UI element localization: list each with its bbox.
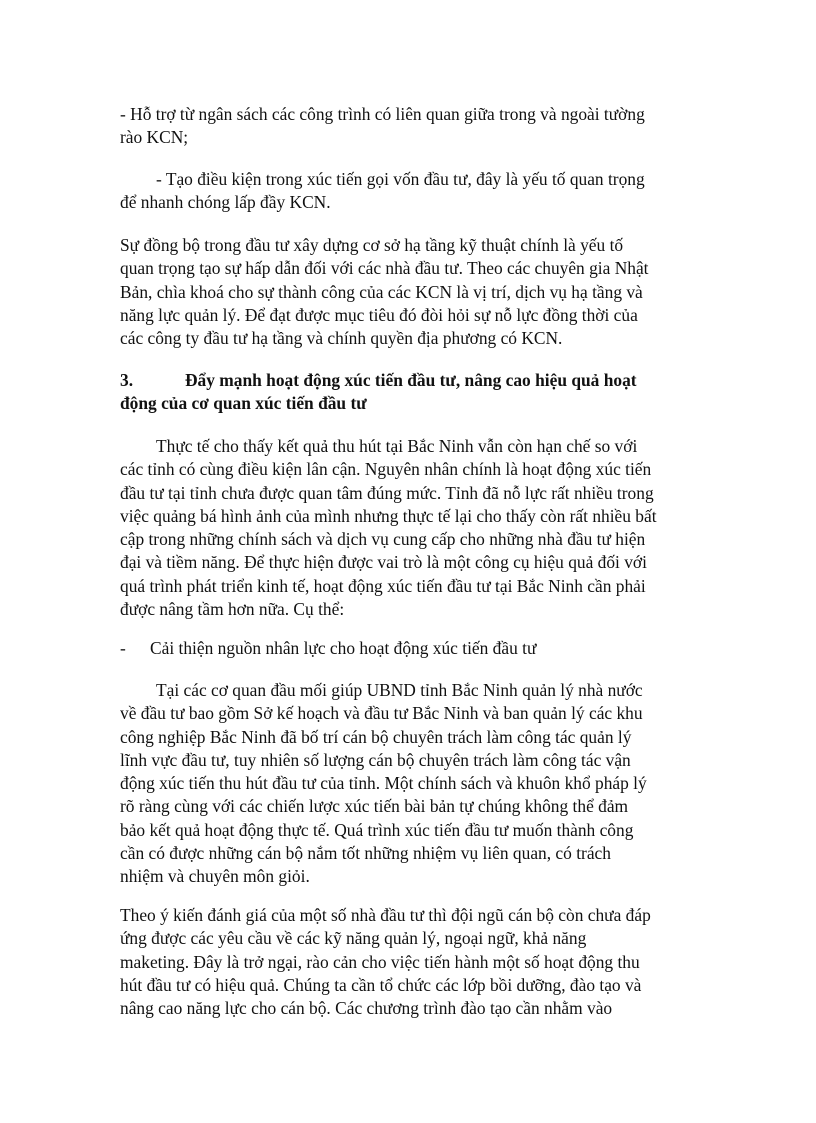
text-line: cập trong những chính sách và dịch vụ cung cấp cho những nhà đầu tư hiện	[120, 529, 646, 550]
text-line: để nhanh chóng lấp đầy KCN.	[120, 192, 331, 213]
text-line: về đầu tư bao gồm Sở kế hoạch và đầu tư Bắc Ninh và ban quản lý các khu	[120, 703, 643, 724]
text-line: quan trọng tạo sự hấp dẫn đối với các nhà đầu tư. Theo các chuyên gia Nhật	[120, 258, 649, 279]
text-line: bảo kết quả hoạt động thực tế. Quá trình xúc tiến đầu tư muốn thành công	[120, 819, 634, 840]
paragraph-bac-ninh-results	[120, 435, 700, 621]
section-heading	[120, 369, 700, 416]
text-line: rào KCN;	[120, 127, 189, 148]
paragraph-infrastructure-support	[120, 103, 700, 150]
text-line: cần có được những cán bộ nắm tốt những nhiệm vụ liên quan, có trách	[120, 843, 611, 864]
text-line: - Tạo điều kiện trong xúc tiến gọi vốn đầu tư, đây là yếu tố quan trọng	[156, 169, 645, 189]
text-line: nhiệm và chuyên môn giỏi.	[120, 866, 310, 887]
text-line: động xúc tiến thu hút đầu tư của tỉnh. Một chính sách và khuôn khổ pháp lý	[120, 773, 647, 794]
text-line: các tỉnh có cùng điều kiện lân cận. Nguyên nhân chính là hoạt động xúc tiến	[120, 459, 652, 480]
text-line: lĩnh vực đầu tư, tuy nhiên số lượng cán bộ chuyên trách làm công tác vận	[120, 749, 631, 770]
text-line: được nâng tầm hơn nữa. Cụ thể:	[120, 599, 345, 620]
heading-line: động của cơ quan xúc tiến đầu tư	[120, 393, 367, 414]
text-line: Bản, chìa khoá cho sự thành công của các KCN là vị trí, dịch vụ hạ tầng và	[120, 281, 643, 302]
text-line: Sự đồng bộ trong đầu tư xây dựng cơ sở hạ tầng kỹ thuật chính là yếu tố	[120, 235, 624, 255]
bullet-line	[120, 637, 700, 660]
paragraph-infrastructure-sync	[120, 234, 700, 350]
text-line: Thực tế cho thấy kết quả thu hút tại Bắc Ninh vẫn còn hạn chế so với	[156, 436, 638, 456]
section-number: 3.	[120, 370, 134, 390]
text-line: đại và tiềm năng. Để thực hiện được vai trò là một công cụ hiệu quả đối với	[120, 552, 647, 573]
text-line: quá trình phát triển kinh tế, hoạt động xúc tiến đầu tư tại Bắc Ninh cần phải	[120, 575, 646, 596]
bullet-text: Cải thiện nguồn nhân lực cho hoạt động xúc tiến đầu tư	[150, 638, 537, 658]
paragraph-investment-promotion	[120, 168, 700, 215]
bullet-item	[120, 637, 700, 660]
paragraph-agencies	[120, 679, 700, 889]
text-line: nâng cao năng lực cho cán bộ. Các chương trình đào tạo cần nhằm vào	[120, 998, 613, 1019]
heading-line	[120, 369, 700, 392]
text-line: - Hỗ trợ từ ngân sách các công trình có liên quan giữa trong và ngoài tường	[120, 104, 645, 124]
text-line: Theo ý kiến đánh giá của một số nhà đầu tư thì đội ngũ cán bộ còn chưa đáp	[120, 905, 651, 925]
text-line: năng lực quản lý. Để đạt được mục tiêu đó đòi hỏi sự nỗ lực đồng thời của	[120, 304, 638, 325]
text-line: ứng được các yêu cầu về các kỹ năng quản lý, ngoại ngữ, khả năng	[120, 928, 587, 949]
text-line: đầu tư tại tỉnh chưa được quan tâm đúng mức. Tỉnh đã nỗ lực rất nhiều trong	[120, 482, 654, 503]
text-line: hút đầu tư có hiệu quả. Chúng ta cần tổ chức các lớp bồi dưỡng, đào tạo và	[120, 974, 642, 995]
paragraph-investor-opinion	[120, 904, 700, 1020]
text-line: rõ ràng cùng với các chiến lược xúc tiến bài bản tự chúng không thể đảm	[120, 796, 629, 817]
bullet-mark: -	[120, 638, 126, 658]
text-line: việc quảng bá hình ảnh của mình nhưng thực tế lại cho thấy còn rất nhiều bất	[120, 505, 657, 526]
text-line: công nghiệp Bắc Ninh đã bố trí cán bộ chuyên trách làm công tác quản lý	[120, 726, 632, 747]
heading-text: Đẩy mạnh hoạt động xúc tiến đầu tư, nâng cao hiệu quả hoạt	[185, 370, 637, 390]
text-line: maketing. Đây là trở ngại, rào cản cho việc tiến hành một số hoạt động thu	[120, 951, 640, 972]
text-line: Tại các cơ quan đầu mối giúp UBND tỉnh Bắc Ninh quản lý nhà nước	[156, 680, 643, 700]
text-line: các công ty đầu tư hạ tầng và chính quyền địa phương có KCN.	[120, 328, 563, 349]
